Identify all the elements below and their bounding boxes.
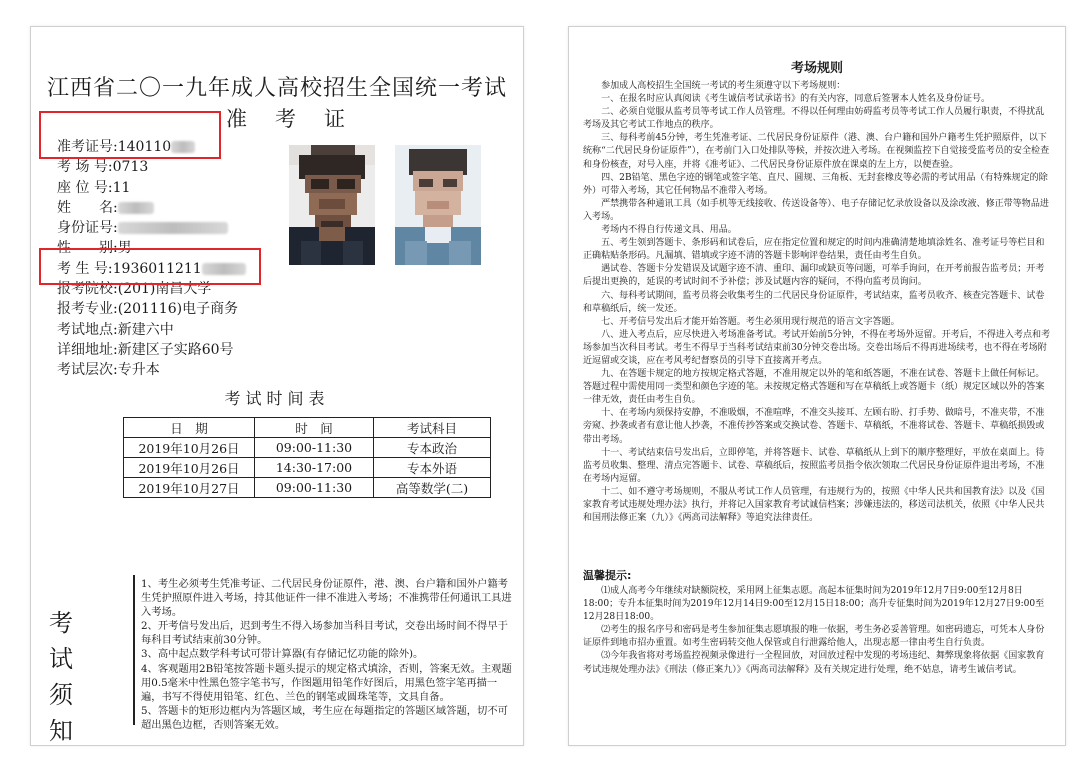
- table-header-row: [124, 418, 491, 438]
- info-value: 0713: [112, 159, 149, 176]
- rules-paragraph: 二、必须自觉服从监考员等考试工作人员管理。不得以任何理由妨碍监考员等考试工作人员履行职责，不得扰乱考场及其它考试工作地点的秩序。: [583, 107, 1045, 131]
- rules-paragraph: 十、在考场内须保持安静，不准吸烟，不准喧哗，不准交头接耳、左顾右盼、打手势、做暗号，不准夹带，不准旁窥、抄袭或者有意让他人抄袭，不准传抄答案或交换试卷、答题卡、草稿纸，不准将试卷、答题卡、草稿纸损毁或带出考场。: [583, 408, 1045, 445]
- table-cell: 2019年10月26日: [124, 438, 255, 458]
- info-label: 身份证号:: [57, 220, 118, 237]
- candidate-photo: [289, 145, 375, 265]
- info-row-name: [57, 198, 246, 218]
- table-cell: 专本政治: [374, 438, 491, 458]
- rules-paragraph: 参加成人高校招生全国统一考试的考生须遵守以下考场规则：: [601, 81, 846, 91]
- rules-paragraph: 七、开考信号发出后才能开始答题。考生必须用现行规范的语言文字答题。: [601, 316, 900, 327]
- rules-body: [583, 80, 1053, 525]
- notice-heading: 考试须知: [49, 609, 99, 745]
- info-row-room-number: [57, 157, 246, 177]
- info-label: 座 位 号:: [57, 179, 113, 196]
- table-row: [124, 478, 491, 498]
- schedule-title: 考试时间表: [224, 389, 330, 408]
- notice-item: 1、考生必须考生凭准考证、二代居民身份证原件，港、澳、台户籍和国外户籍考生凭护照原件进入考场，持其他证件一律不准进入考场；不准携带任何通讯工具进入考场。: [141, 578, 512, 619]
- candidate-photo-id: [395, 145, 481, 265]
- rules-paragraph: 四、2B铅笔、黑色字迹的钢笔或签字笔、直尺、圆规、三角板、无封套橡皮等必需的考试用品（有特殊规定的除外）可带入考场，其它任何物品不准带入考场。: [583, 172, 1048, 196]
- notice-item: 3、高中起点数学科考试可带计算器(有存储记忆功能的除外)。: [141, 648, 424, 661]
- info-row-address: [57, 340, 246, 360]
- info-row-seat-number: [57, 178, 246, 198]
- ticket-title: 江西省二〇一九年成人高校招生全国统一考试: [46, 76, 507, 101]
- table-cell: 14:30-17:00: [255, 458, 374, 478]
- notice-divider: [133, 575, 135, 725]
- table-cell: 2019年10月27日: [124, 478, 255, 498]
- ticket-subtitle: 准考证: [226, 107, 373, 131]
- exam-schedule-table: [123, 417, 491, 498]
- info-label: 报考专业:: [57, 301, 118, 318]
- notice-item: 2、开考信号发出后，迟到考生不得入场参加当科目考试，交卷出场时间不得早于每科目考试结束前30分钟。: [141, 620, 508, 647]
- rules-paragraph: 八、进入考点后，应尽快进入考场准备考试。考试开始前5分钟，不得在考场外逗留。开考后，不得进入考点和考场参加当次科目考试。考生不得早于当科考试结束前30分钟交卷出场。交卷出场后不得再进场续考，也不得在考场附近逗留或交谈，应在考风考纪督察员的引导下直接离开考点。: [583, 329, 1051, 366]
- highlight-box-ticket-number: [39, 111, 221, 159]
- rules-paragraph: 十二、如不遵守考场规则，不服从考试工作人员管理，有违规行为的，按照《中华人民共和国教育法》以及《国家教育考试违规处理办法》执行，并将记入国家教育考试诚信档案；涉嫌违法的，移送司法机关，依照《中华人民共和国刑法修正案（九）》《两高司法解释》等追究法律责任。: [583, 486, 1045, 524]
- tip-item: ⑴成人高考今年继续对缺额院校，采用网上征集志愿。高起本征集时间为2019年12月7日9:00至12月8日18:00；专升本征集时间为2019年12月14日9:00至12月15日18:00；高升专征集时间为2019年12月27日9:00至12月28日18:00。: [583, 586, 1045, 623]
- table-cell: 09:00-11:30: [255, 438, 374, 458]
- exam-rules-page: [568, 26, 1066, 746]
- info-value: 新建六中: [117, 321, 174, 338]
- tip-item: ⑵考生的报名序号和密码是考生参加征集志愿填报的唯一依据，考生务必妥善管理。如密码遗忘，可凭本人身份证原件到地市招办重置。如考生密码转交他人保管或自行泄露给他人，出现志愿一律由考生自行负责。: [583, 625, 1045, 649]
- info-label: 姓 名:: [57, 199, 118, 216]
- tip-item: ⑶今年我省将对考场监控视频录像进行一全程回放，对回放过程中发现的考场违纪、舞弊现象将依据《国家教育考试违规处理办法》《刑法（修正案九）》《两高司法解释》及有关规定进行处理，绝不姑息，请考生诚信考试。: [583, 651, 1045, 675]
- table-cell: 高等数学(二): [374, 478, 491, 498]
- column-header: 时 间: [255, 418, 374, 438]
- table-cell: 专本外语: [374, 458, 491, 478]
- info-row-id-number: [57, 218, 246, 238]
- info-label: 考 场 号:: [57, 159, 113, 176]
- rules-paragraph: 遇试卷、答题卡分发错误及试题字迹不清、重印、漏印或缺页等问题，可举手询问，在开考前报告监考员；开考后提出更换的，延误的考试时间不予补偿；涉及试题内容的疑问，不得向监考员询问。: [583, 264, 1045, 288]
- column-header: 考试科目: [374, 418, 491, 438]
- info-value: 11: [112, 179, 131, 196]
- tips-body: [583, 585, 1053, 677]
- rules-paragraph: 六、每科考试期间，监考员将会收集考生的二代居民身份证原件，考试结束，监考员收齐、核查完答题卡、试卷和草稿纸后，统一发还。: [583, 290, 1045, 314]
- rules-paragraph: 九、在答题卡规定的地方按规定格式答题，不准用规定以外的笔和纸答题，不准在试卷、答题卡上做任何标记。答题过程中需使用同一类型和颜色字迹的笔。未按规定格式答题和写在草稿纸上或答题卡（纸）规定区域以外的答案一律无效，责任由考生自负。: [583, 369, 1045, 406]
- table-cell: 2019年10月26日: [124, 458, 255, 478]
- admission-ticket-page: [30, 26, 524, 746]
- info-value: 1936011211: [112, 260, 202, 277]
- info-label: 详细地址:: [57, 341, 118, 358]
- rules-paragraph: 严禁携带各种通讯工具（如手机等无线接收、传送设备等）、电子存储记忆录放设备以及涂改液、修正带等物品进入考场。: [583, 198, 1049, 222]
- info-label: 报考院校:: [57, 281, 118, 298]
- table-cell: 09:00-11:30: [255, 478, 374, 498]
- info-value: (201116)电子商务: [117, 301, 239, 318]
- info-label: 性 别:: [57, 240, 118, 257]
- rules-paragraph: 十一、考试结束信号发出后，立即停笔，并将答题卡、试卷、草稿纸从上到下的顺序整理好，平放在桌面上。待监考员收集、整理、清点完答题卡、试卷、草稿纸后，按照监考员指令依次领取二代居民身份证原件退出考场，不准在考场内逗留。: [583, 447, 1045, 484]
- rules-paragraph: 三、每科考前45分钟，考生凭准考证、二代居民身份证原件（港、澳、台户籍和国外户籍考生凭护照原件，以下统称“二代居民身份证原件”），在考前门入口处排队等候，并按次进入考场。在视频监控下自觉接受监考员的安全检查和身份核查，对号入座，并将《准考证》、二代居民身份证原件放在课桌的左上方，以便查验。: [583, 133, 1050, 170]
- notice-item: 5、答题卡的矩形边框内为答题区域，考生应在每题指定的答题区域答题，切不可超出黑色边框，否则答案无效。: [141, 704, 508, 731]
- info-value: (201)南昌大学: [117, 281, 212, 298]
- rules-paragraph: 一、在报名时应认真阅读《考生诚信考试承诺书》的有关内容，同意后签署本人姓名及身份证号。: [601, 94, 991, 105]
- info-label: 准考证号:: [57, 139, 118, 155]
- column-header: 日 期: [124, 418, 255, 438]
- info-value: 男: [117, 240, 132, 257]
- table-row: [124, 438, 491, 458]
- table-row: [124, 458, 491, 478]
- notice-list: [141, 577, 513, 732]
- info-row-major: [57, 299, 246, 319]
- rules-title: 考场规则: [790, 61, 843, 76]
- info-value: 140110: [117, 139, 172, 155]
- info-label: 考 生 号:: [57, 260, 113, 277]
- notice-item: 4、客观题用2B铅笔按答题卡题头提示的规定格式填涂，否则，答案无效。主观题用0.5毫米中性黑色签字笔书写，作图题用铅笔作好图后，用黑色签字笔再描一遍，书写不得使用铅笔、红色、兰色的钢笔或圆珠笔等，文具自备。: [141, 662, 512, 703]
- info-label: 考试层次:: [57, 362, 118, 379]
- redacted-blur: [118, 222, 228, 234]
- info-row-exam-site: [57, 320, 246, 340]
- redacted-blur: [118, 202, 154, 214]
- info-value: 专升本: [117, 362, 160, 379]
- rules-paragraph: 考场内不得自行传递文具、用品。: [601, 225, 737, 236]
- info-label: 考试地点:: [57, 321, 118, 338]
- rules-paragraph: 五、考生领到答题卡、条形码和试卷后，应在指定位置和规定的时间内准确清楚地填涂姓名、准考证号等栏目和正确粘贴条形码。凡漏填、错填或字迹不清的答题卡影响评卷结果，责任由考生自负。: [583, 238, 1045, 262]
- tips-title: 温馨提示:: [583, 569, 632, 582]
- highlight-box-candidate-number: [39, 248, 261, 285]
- info-value: 新建区子实路60号: [117, 341, 234, 358]
- info-row-exam-level: [57, 360, 246, 380]
